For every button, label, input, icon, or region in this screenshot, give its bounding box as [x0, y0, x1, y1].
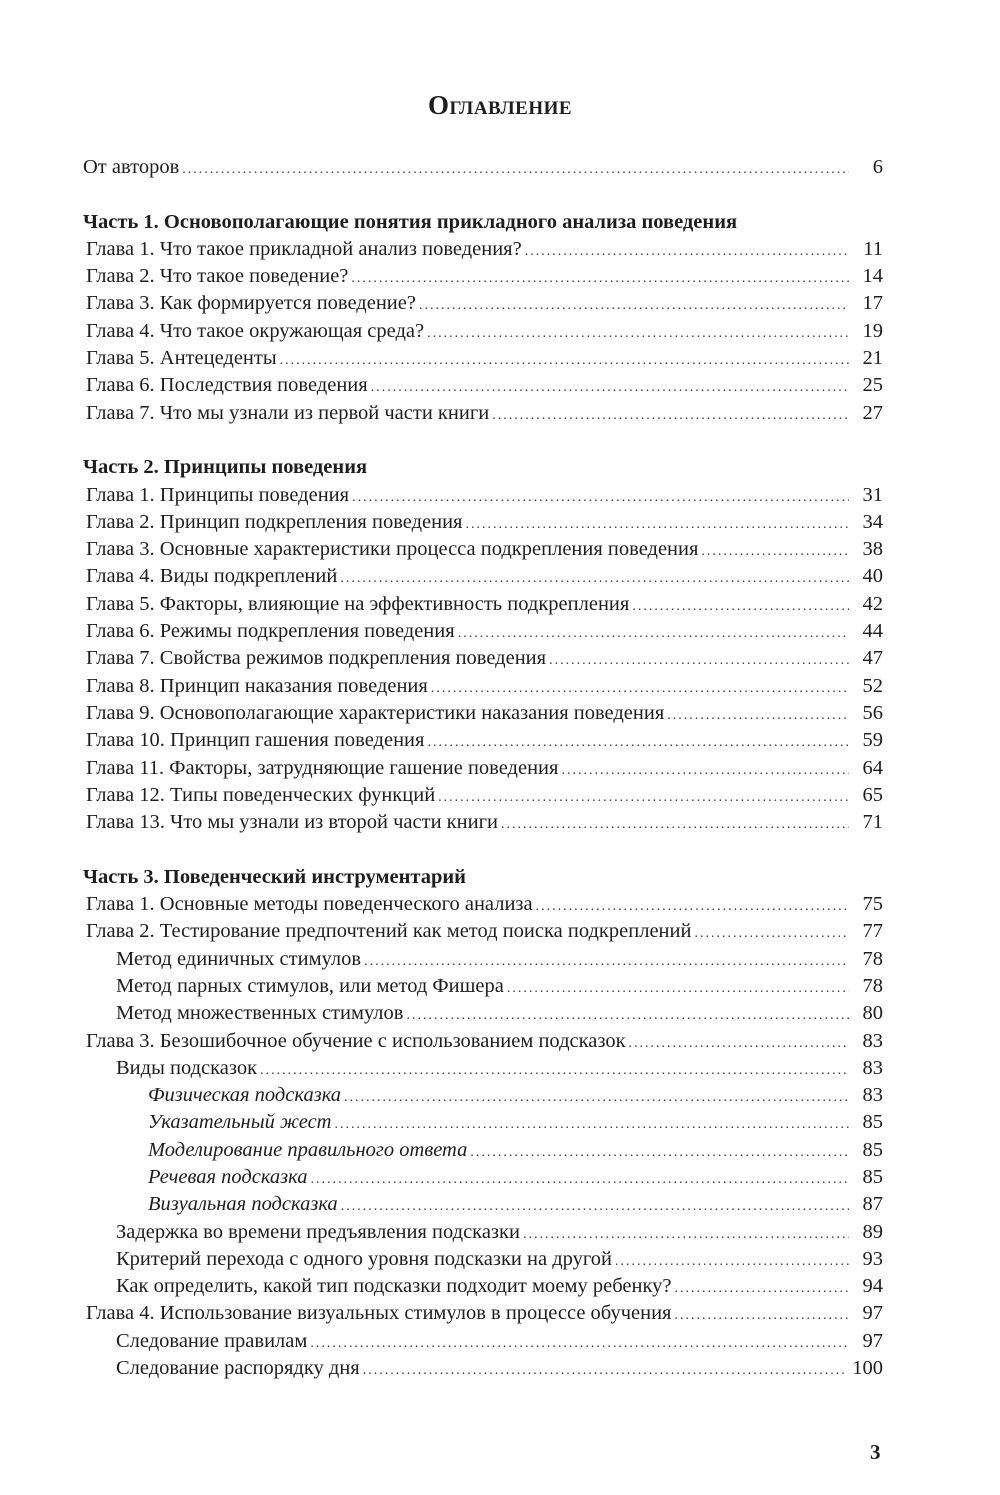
- spacer: [83, 427, 883, 454]
- toc-entry-title: Визуальная подсказка: [148, 1193, 338, 1216]
- table-of-contents: [83, 154, 883, 1382]
- toc-entry[interactable]: [83, 1028, 883, 1055]
- dot-leader: [674, 1275, 849, 1302]
- toc-entry-title: Глава 13. Что мы узнали из второй части книги: [86, 811, 498, 834]
- toc-entry[interactable]: [83, 1109, 883, 1136]
- toc-entry-title: Глава 12. Типы поведенческих функций: [86, 783, 436, 806]
- toc-entry[interactable]: [83, 1219, 883, 1246]
- dot-leader: [334, 1111, 849, 1138]
- toc-entry[interactable]: [83, 1300, 883, 1327]
- toc-entry-title: От авторов: [83, 156, 180, 178]
- page-number: 3: [870, 1440, 881, 1464]
- toc-entry-page: 83: [862, 1056, 883, 1079]
- toc-entry-title: Глава 8. Принцип наказания поведения: [86, 674, 428, 697]
- toc-entry-title: Глава 5. Антецеденты: [86, 347, 277, 370]
- toc-entry-page: 78: [862, 974, 883, 997]
- toc-entry[interactable]: [83, 400, 883, 427]
- toc-entry[interactable]: [83, 509, 883, 536]
- toc-entry-title: Задержка во времени предъявления подсказки: [116, 1220, 520, 1243]
- toc-entry[interactable]: [83, 946, 883, 973]
- dot-leader: [182, 156, 849, 183]
- toc-entry-title: Глава 3. Как формируется поведение?: [86, 292, 416, 315]
- toc-entry-title: Глава 7. Что мы узнали из первой части книги: [86, 401, 490, 424]
- toc-entry-title: Глава 7. Свойства режимов подкрепления поведения: [86, 647, 547, 670]
- dot-leader: [371, 374, 849, 401]
- dot-leader: [419, 292, 849, 319]
- toc-entry[interactable]: [83, 1055, 883, 1082]
- toc-entry-title: Указательный жест: [148, 1111, 332, 1134]
- toc-entry[interactable]: [83, 482, 883, 509]
- toc-entry[interactable]: [83, 1137, 883, 1164]
- toc-entry[interactable]: [83, 645, 883, 672]
- toc-entry-page: 11: [863, 237, 883, 260]
- dot-leader: [341, 1193, 849, 1220]
- toc-entry[interactable]: [83, 973, 883, 1000]
- toc-entry[interactable]: [83, 591, 883, 618]
- toc-entry-title: Глава 6. Режимы подкрепления поведения: [86, 620, 455, 643]
- spacer: [83, 181, 883, 208]
- toc-entry-page: 100: [852, 1357, 883, 1380]
- dot-leader: [427, 729, 849, 756]
- dot-leader: [363, 1357, 847, 1384]
- toc-entry-page: 59: [862, 729, 883, 752]
- toc-entry[interactable]: [83, 290, 883, 317]
- toc-entry-title: Виды подсказок: [116, 1056, 258, 1079]
- toc-entry-title: Следование правилам: [116, 1329, 308, 1352]
- toc-entry-title: Глава 4. Виды подкреплений: [86, 565, 338, 588]
- dot-leader: [536, 893, 849, 920]
- toc-entry-title: Глава 2. Принцип подкрепления поведения: [86, 510, 463, 533]
- toc-entry[interactable]: [83, 1273, 883, 1300]
- toc-entry-page: 97: [862, 1302, 883, 1325]
- toc-entry-page: 38: [862, 538, 883, 561]
- toc-entry-page: 75: [862, 893, 883, 916]
- toc-entry-title: Глава 1. Принципы поведения: [86, 483, 350, 506]
- toc-entry[interactable]: [83, 918, 883, 945]
- toc-part-heading: [83, 864, 883, 891]
- dot-leader: [344, 1084, 849, 1111]
- dot-leader: [352, 484, 849, 511]
- toc-entry-page: 85: [862, 1111, 883, 1134]
- dot-leader: [340, 565, 849, 592]
- toc-entry[interactable]: [83, 809, 883, 836]
- toc-entry-title: Глава 3. Безошибочное обучение с использованием подсказок: [86, 1029, 626, 1052]
- toc-entry[interactable]: [83, 891, 883, 918]
- toc-entry-page: 14: [862, 265, 883, 288]
- toc-entry-title: Метод единичных стимулов: [116, 947, 362, 970]
- dot-leader: [427, 320, 849, 347]
- toc-entry-title: Как определить, какой тип подсказки подходит моему ребенку?: [116, 1275, 672, 1298]
- toc-entry-title: Следование распорядку дня: [116, 1357, 360, 1380]
- dot-leader: [694, 920, 849, 947]
- toc-entry-page: 87: [862, 1193, 883, 1216]
- dot-leader: [674, 1302, 849, 1329]
- toc-entry-page: 65: [862, 783, 883, 806]
- dot-leader: [465, 511, 849, 538]
- toc-entry-page: 19: [862, 319, 883, 342]
- dot-leader: [311, 1166, 849, 1193]
- dot-leader: [629, 1030, 849, 1057]
- toc-entry[interactable]: [83, 1355, 883, 1382]
- dot-leader: [458, 620, 849, 647]
- toc-entry-title: Глава 9. Основополагающие характеристики наказания поведения: [86, 701, 665, 724]
- toc-entry[interactable]: [83, 372, 883, 399]
- dot-leader: [501, 811, 849, 838]
- toc-entry-page: 17: [862, 292, 883, 315]
- toc-entry[interactable]: [83, 782, 883, 809]
- toc-entry[interactable]: [83, 1082, 883, 1109]
- toc-entry[interactable]: [83, 1246, 883, 1273]
- dot-leader: [260, 1057, 849, 1084]
- toc-entry-title: Метод парных стимулов, или метод Фишера: [116, 974, 504, 997]
- toc-entry-page: 71: [862, 811, 883, 834]
- toc-entry-page: 42: [862, 592, 883, 615]
- dot-leader: [406, 1002, 849, 1029]
- toc-entry-page: 34: [862, 510, 883, 533]
- toc-entry-title: Глава 11. Факторы, затрудняющие гашение поведения: [86, 756, 559, 779]
- toc-entry-page: 52: [862, 674, 883, 697]
- toc-entry-title: Глава 5. Факторы, влияющие на эффективность подкрепления: [86, 592, 630, 615]
- dot-leader: [470, 1139, 849, 1166]
- toc-entry[interactable]: [83, 563, 883, 590]
- page-title: Оглавление: [427, 90, 573, 120]
- toc-entry-page: 80: [862, 1002, 883, 1025]
- toc-entry[interactable]: [83, 1000, 883, 1027]
- dot-leader: [632, 593, 849, 620]
- toc-entry[interactable]: [83, 1164, 883, 1191]
- dot-leader: [492, 402, 849, 429]
- toc-entry-page: 44: [862, 620, 883, 643]
- dot-leader: [364, 948, 849, 975]
- toc-entry-page: 31: [862, 483, 883, 506]
- toc-entry-page: 78: [862, 947, 883, 970]
- dot-leader: [615, 1248, 849, 1275]
- dot-leader: [310, 1330, 849, 1357]
- toc-entry-title: Глава 4. Что такое окружающая среда?: [86, 319, 425, 342]
- dot-leader: [438, 784, 849, 811]
- dot-leader: [525, 238, 849, 265]
- toc-entry-page: 85: [862, 1138, 883, 1161]
- toc-entry[interactable]: [83, 345, 883, 372]
- dot-leader: [280, 347, 849, 374]
- toc-entry-page: 64: [862, 756, 883, 779]
- dot-leader: [523, 1221, 849, 1248]
- toc-entry-page: 83: [862, 1029, 883, 1052]
- toc-entry-page: 47: [862, 647, 883, 670]
- toc-entry[interactable]: [83, 318, 883, 345]
- toc-entry-title: Критерий перехода с одного уровня подсказки на другой: [116, 1247, 612, 1270]
- toc-entry[interactable]: [83, 263, 883, 290]
- toc-entry-title: Глава 2. Тестирование предпочтений как метод поиска подкреплений: [86, 920, 692, 943]
- dot-leader: [549, 647, 849, 674]
- dot-leader: [561, 757, 849, 784]
- toc-entry-title: Глава 6. Последствия поведения: [86, 374, 368, 397]
- toc-entry-page: 94: [862, 1275, 883, 1298]
- toc-entry[interactable]: [83, 618, 883, 645]
- toc-entry-page: 93: [862, 1247, 883, 1270]
- toc-entry-title: Метод множественных стимулов: [116, 1002, 404, 1025]
- toc-entry-page: 25: [862, 374, 883, 397]
- toc-entry-title: Часть 2. Принципы поведения: [83, 456, 368, 479]
- toc-entry-page: 77: [862, 920, 883, 943]
- toc-entry-title: Моделирование правильного ответа: [148, 1138, 468, 1161]
- toc-entry-page: 40: [862, 565, 883, 588]
- toc-entry-title: Глава 1. Основные методы поведенческого анализа: [86, 893, 533, 916]
- toc-entry[interactable]: [83, 727, 883, 754]
- toc-entry[interactable]: [83, 755, 883, 782]
- toc-entry-page: 6: [872, 156, 883, 178]
- dot-leader: [431, 675, 849, 702]
- dot-leader: [701, 538, 849, 565]
- toc-entry-title: Часть 3. Поведенческий инструментарий: [83, 865, 466, 888]
- toc-entry[interactable]: [83, 1191, 883, 1218]
- dot-leader: [507, 975, 849, 1002]
- toc-entry-title: Глава 3. Основные характеристики процесса подкрепления поведения: [86, 538, 699, 561]
- toc-entry-title: Часть 1. Основополагающие понятия прикладного анализа поведения: [83, 210, 738, 233]
- toc-entry-page: 89: [862, 1220, 883, 1243]
- toc-entry-title: Глава 4. Использование визуальных стимулов в процессе обучения: [86, 1302, 672, 1325]
- toc-entry-page: 85: [862, 1165, 883, 1188]
- dot-leader: [351, 265, 849, 292]
- toc-entry-title: Глава 2. Что такое поведение?: [86, 265, 349, 288]
- toc-entry[interactable]: [83, 236, 883, 263]
- toc-entry[interactable]: [83, 536, 883, 563]
- toc-part-heading: [83, 209, 883, 236]
- toc-entry-page: 83: [862, 1084, 883, 1107]
- dot-leader: [667, 702, 849, 729]
- toc-entry-page: 21: [862, 347, 883, 370]
- toc-part-heading: [83, 454, 883, 481]
- toc-entry-title: Речевая подсказка: [148, 1165, 308, 1188]
- toc-entry[interactable]: [83, 154, 883, 181]
- spacer: [83, 836, 883, 863]
- toc-entry-title: Физическая подсказка: [148, 1084, 342, 1107]
- toc-entry[interactable]: [83, 1328, 883, 1355]
- toc-entry[interactable]: [83, 673, 883, 700]
- toc-entry-page: 97: [862, 1329, 883, 1352]
- toc-entry-page: 56: [862, 701, 883, 724]
- toc-entry-title: Глава 1. Что такое прикладной анализ поведения?: [86, 237, 522, 260]
- toc-entry-page: 27: [862, 401, 883, 424]
- toc-entry[interactable]: [83, 700, 883, 727]
- toc-entry-title: Глава 10. Принцип гашения поведения: [86, 729, 425, 752]
